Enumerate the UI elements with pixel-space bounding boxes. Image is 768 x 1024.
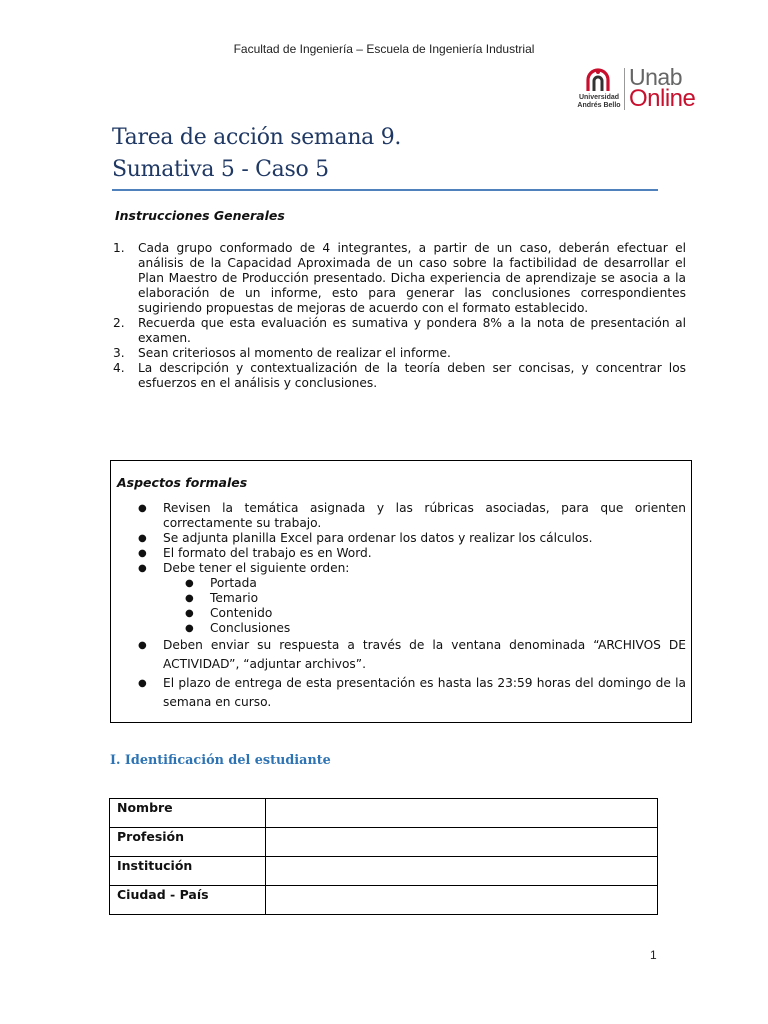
table-row <box>110 799 658 828</box>
instruction-number: 3. <box>113 346 125 360</box>
instruction-text: Cada grupo conformado de 4 integrantes, a partir de un caso, deberán efectuar el análisis de la Capacidad Aproximada de un caso sobre la factibilidad de desarrollar el Plan Maestro de Producción presentado. Dicha experiencia de aprendizaje se asocia a la elaboración de un informe, esto para generar las conclusiones correspondientes sugiriendo propuestas de mejoras de acuerdo con el formato establecido. <box>138 241 686 315</box>
student-identification-heading: I. Identificación del estudiante <box>110 753 331 768</box>
aspect-item <box>138 561 686 636</box>
name-field[interactable] <box>266 799 658 828</box>
aspect-item <box>138 674 686 712</box>
instruction-text: Sean criteriosos al momento de realizar el informe. <box>138 346 451 360</box>
university-name-line1: Universidad <box>578 94 620 101</box>
document-title: Tarea de acción semana 9. <box>112 125 402 150</box>
university-name <box>576 94 622 110</box>
instructions-list <box>113 241 686 391</box>
logo-online-text: Online <box>629 85 696 112</box>
formal-aspects-list <box>138 501 686 712</box>
bullet-icon: ● <box>185 593 194 604</box>
instruction-item <box>113 346 686 361</box>
aspect-text: El formato del trabajo es en Word. <box>163 546 372 560</box>
aspect-text: Deben enviar su respuesta a través de la ventana denominada “ARCHIVOS DE ACTIVIDAD”, “adjuntar archivos”. <box>163 638 686 671</box>
institution-field[interactable] <box>266 857 658 886</box>
instruction-text: Recuerda que esta evaluación es sumativa y pondera 8% a la nota de presentación al examen. <box>138 316 686 345</box>
table-row <box>110 828 658 857</box>
instruction-text: La descripción y contextualización de la teoría deben ser concisas, y concentrar los esfuerzos en el análisis y conclusiones. <box>138 361 686 390</box>
instruction-item <box>113 361 686 391</box>
bullet-icon: ● <box>138 678 147 689</box>
row-label: Nombre <box>110 799 266 828</box>
document-subtitle: Sumativa 5 - Caso 5 <box>112 157 329 182</box>
instructions-heading: Instrucciones Generales <box>115 208 285 223</box>
aspect-item <box>138 501 686 531</box>
aspect-text: Se adjunta planilla Excel para ordenar los datos y realizar los cálculos. <box>163 531 593 545</box>
profession-field[interactable] <box>266 828 658 857</box>
order-item <box>163 621 686 636</box>
instruction-item <box>113 241 686 316</box>
bullet-icon: ● <box>185 623 194 634</box>
order-item <box>163 576 686 591</box>
bullet-icon: ● <box>138 533 147 544</box>
page-number: 1 <box>650 948 657 962</box>
order-text: Temario <box>210 591 259 605</box>
bullet-icon: ● <box>185 578 194 589</box>
bullet-icon: ● <box>138 563 147 574</box>
university-name-line2: Andrés Bello <box>577 102 621 109</box>
bullet-icon: ● <box>138 503 147 514</box>
logo-unab-text: Unab <box>629 64 682 90</box>
unab-online-logo <box>576 66 708 114</box>
student-identification-table <box>109 798 658 915</box>
instruction-number: 4. <box>113 361 125 375</box>
order-text: Conclusiones <box>210 621 291 635</box>
aspect-item <box>138 636 686 674</box>
document-header: Facultad de Ingeniería – Escuela de Ingeniería Industrial <box>233 42 535 56</box>
formal-aspects-heading: Aspectos formales <box>117 475 248 490</box>
bullet-icon: ● <box>185 608 194 619</box>
row-label: Profesión <box>110 828 266 857</box>
title-divider <box>112 189 658 191</box>
city-country-field[interactable] <box>266 886 658 915</box>
logo-divider <box>624 68 625 110</box>
order-text: Contenido <box>210 606 273 620</box>
order-sublist <box>163 576 686 636</box>
instruction-item <box>113 316 686 346</box>
instruction-number: 2. <box>113 316 125 330</box>
bullet-icon: ● <box>138 548 147 559</box>
university-seal-icon <box>585 68 611 92</box>
row-label: Ciudad - País <box>110 886 266 915</box>
aspect-item <box>138 531 686 546</box>
aspect-text: El plazo de entrega de esta presentación es hasta las 23:59 horas del domingo de la semana en curso. <box>163 676 686 709</box>
order-text: Portada <box>210 576 257 590</box>
aspect-text: Revisen la temática asignada y las rúbricas asociadas, para que orienten correctamente su trabajo. <box>163 501 686 530</box>
aspect-item <box>138 546 686 561</box>
table-row <box>110 886 658 915</box>
aspect-text: Debe tener el siguiente orden: <box>163 561 350 575</box>
instruction-number: 1. <box>113 241 125 255</box>
row-label: Institución <box>110 857 266 886</box>
order-item <box>163 606 686 621</box>
bullet-icon: ● <box>138 640 147 651</box>
order-item <box>163 591 686 606</box>
table-row <box>110 857 658 886</box>
